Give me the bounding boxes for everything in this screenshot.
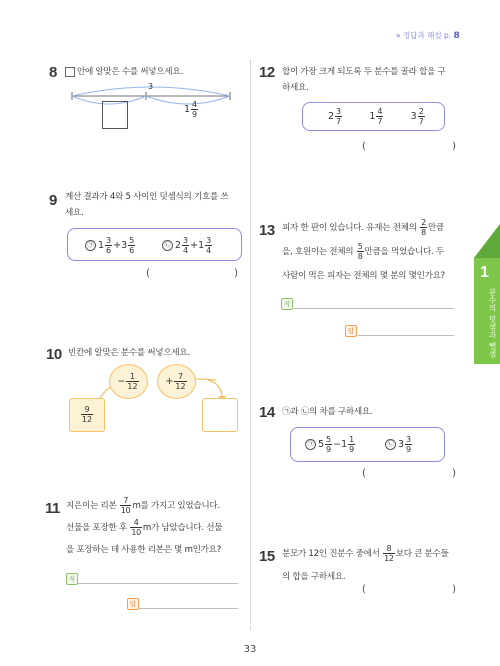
q10-op2-circle: + $\frac{7}{12}$: [157, 364, 196, 399]
q13-dap-tag: 답: [345, 325, 357, 337]
q12-fractions: 2 $\frac{3}{7}$ 1 $\frac{4}{7}$ 3 $\frac{2}{7}$: [328, 107, 424, 126]
arrow-icon: »: [396, 31, 401, 40]
q14-option-b: ㉡ 3 $\frac{3}{9}$: [385, 434, 413, 454]
header-page-ref: 8: [453, 31, 460, 41]
q13-number: 13: [259, 222, 275, 239]
q12-answer-paren[interactable]: ( ): [362, 141, 456, 152]
unit-number: 1: [480, 264, 489, 281]
q13-text: 피자 한 판이 있습니다. 유재는 전체의 $\frac{2}{8}$ 만큼 을, 호원이는 전체의 $\frac{5}{8}$ 만큼을 먹었습니다. 두 사람이 먹은 피자는 전체의 몇 분의 몇인가요?: [282, 218, 445, 281]
q8-mixed-fraction: 1 $\frac{4}{9}$: [184, 100, 198, 119]
q14-text: ㉠과 ㉡의 차를 구하세요.: [282, 407, 373, 417]
q10-op1-circle: − $\frac{1}{12}$: [109, 364, 148, 399]
q9-option-b: ㉡ 2 $\frac{3}{4}$ +1 $\frac{3}{4}$: [162, 235, 213, 255]
q9-number: 9: [49, 192, 57, 209]
q11-number: 11: [45, 500, 60, 517]
q13-dap-line[interactable]: [358, 335, 454, 336]
q9-option-a: ㉠ 1 $\frac{3}{6}$ +3 $\frac{5}{6}$: [85, 235, 136, 255]
q15-answer-paren[interactable]: ( ): [362, 584, 456, 595]
q10-start-box: $\frac{9}{12}$: [69, 398, 105, 432]
q11-dap-tag: 답: [127, 598, 139, 610]
q11-dap-line[interactable]: [139, 608, 238, 609]
unit-title: 분수의 덧셈과 뺄셈: [488, 288, 497, 358]
q8-text: 안에 알맞은 수를 써넣으세요.: [65, 64, 183, 80]
q13-sik-line[interactable]: [294, 308, 454, 309]
q14-answer-paren[interactable]: ( ): [362, 468, 456, 479]
q10-number: 10: [46, 346, 62, 363]
q14-number: 14: [259, 404, 275, 421]
q8-number: 8: [49, 64, 57, 81]
q12-text: 합이 가장 크게 되도록 두 분수를 골라 합을 구 하세요.: [282, 67, 446, 93]
q11-sik-tag: 식: [66, 573, 78, 585]
blank-box-icon: [65, 67, 75, 77]
side-tab: [466, 224, 500, 364]
q14-option-a: ㉠ 5 $\frac{5}{9}$ −1 $\frac{1}{9}$: [305, 434, 356, 454]
q10-answer-box[interactable]: [202, 398, 238, 432]
q9-answer-paren[interactable]: ( ): [146, 268, 238, 279]
q10-text: 빈칸에 알맞은 분수를 써넣으세요.: [68, 348, 190, 358]
q13-sik-tag: 식: [281, 298, 293, 310]
page-number: 33: [243, 644, 257, 655]
header-ref: » 정답과 해설 p. 8: [396, 31, 460, 41]
q9-text: 계산 결과가 4와 5 사이인 덧셈식의 기호를 쓰 세요.: [65, 192, 229, 218]
q8-top-value: 3: [148, 82, 154, 91]
q12-number: 12: [259, 64, 275, 81]
q15-text: 분모가 12인 진분수 중에서 $\frac{8}{12}$ 보다 큰 분수들 의 합을 구하세요.: [282, 544, 449, 582]
column-divider: [250, 60, 251, 630]
q11-text: 지은이는 리본 $\frac{7}{10}$ m를 가지고 있었습니다. 선물을 포장한 후 $\frac{4}{10}$ m가 남았습니다. 선물 을 포장하는 데 사용한 리본은 몇 m인가요?: [66, 496, 223, 555]
q15-number: 15: [259, 548, 275, 565]
q8-answer-box[interactable]: [102, 101, 128, 129]
q11-sik-line[interactable]: [78, 583, 238, 584]
